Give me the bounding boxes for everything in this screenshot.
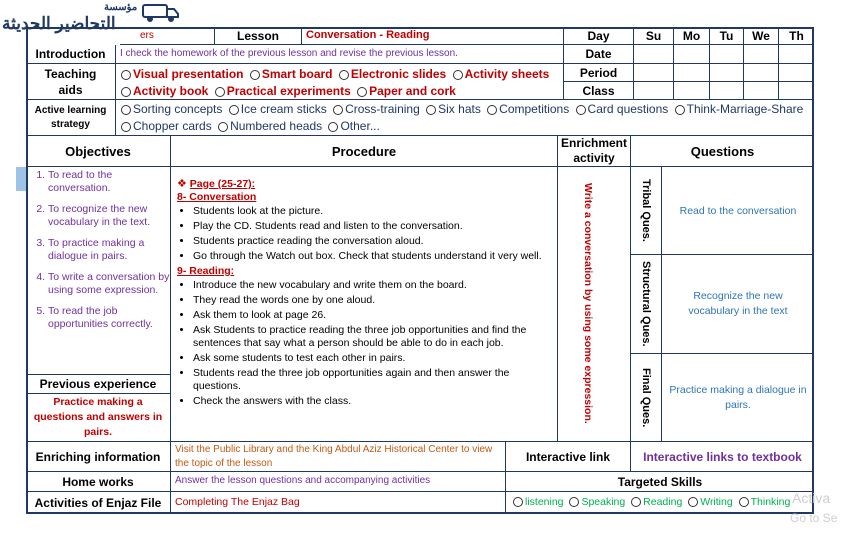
- day-su: Su: [634, 27, 674, 45]
- radio-icon[interactable]: [739, 497, 749, 507]
- radio-icon[interactable]: [121, 105, 131, 115]
- aid-item: Activity sheets: [464, 67, 550, 81]
- day-mo: Mo: [674, 27, 710, 45]
- truck-icon: [140, 2, 180, 24]
- activation-watermark-line1: Activa: [792, 490, 831, 506]
- lesson-value: Conversation - Reading: [302, 27, 564, 45]
- radio-icon[interactable]: [357, 87, 367, 97]
- day-label: Day: [564, 27, 634, 45]
- objectives-header: Objectives: [26, 136, 171, 167]
- question-text-final: Practice making a dialogue in pairs.: [662, 354, 814, 442]
- strategy-item: Chopper cards: [133, 119, 212, 133]
- radio-icon[interactable]: [569, 497, 579, 507]
- procedure-step: • They read the words one by one aloud.: [193, 294, 553, 307]
- logo-subtext: مؤسسة: [104, 2, 138, 13]
- lesson-label: Lesson: [215, 27, 302, 45]
- logo-text: التحاضير الحديثة: [2, 14, 116, 33]
- strategy-item: Card questions: [587, 102, 669, 116]
- aid-item: Paper and cork: [369, 84, 456, 98]
- objective-item: 5. To read the job opportunities correctly.: [48, 305, 170, 331]
- section-reading-title: 9- Reading:: [177, 265, 235, 277]
- objective-item: 4. To write a conversation by using some expression.: [48, 271, 170, 297]
- enrichment-cell: [558, 167, 631, 442]
- enrichment-header: Enrichment activity: [558, 136, 631, 167]
- skill-item: Reading: [643, 496, 683, 508]
- skill-item: Thinking: [750, 496, 791, 508]
- period-value: [744, 64, 779, 82]
- procedure-step: • Play the CD. Students read and listen to the conversation.: [193, 220, 553, 233]
- teaching-aids-list: [116, 64, 564, 100]
- procedure-step: • Ask them to look at page 26.: [193, 309, 553, 322]
- procedure-step: • Students practice reading the conversation aloud.: [193, 235, 553, 248]
- date-value: [710, 45, 744, 64]
- radio-icon[interactable]: [328, 122, 338, 132]
- strategy-item: Cross-training: [345, 102, 420, 116]
- class-value: [710, 82, 744, 100]
- date-label: Date: [564, 45, 634, 64]
- radio-icon[interactable]: [339, 70, 349, 80]
- procedure-step: • Introduce the new vocabulary and write them on the board.: [193, 279, 553, 292]
- class-value: [779, 82, 814, 100]
- aid-item: Practical experiments: [226, 84, 351, 98]
- teacher-cell: ers: [120, 27, 215, 45]
- radio-icon[interactable]: [121, 87, 131, 97]
- interactive-link[interactable]: Interactive links to textbook: [631, 442, 814, 472]
- activation-watermark-line2: Go to Se: [790, 511, 838, 525]
- procedure-step: • Ask some students to test each other in pairs.: [193, 352, 553, 365]
- class-label: Class: [564, 82, 634, 100]
- radio-icon[interactable]: [121, 70, 131, 80]
- diamond-icon: ❖: [177, 178, 187, 190]
- strategy-item: Competitions: [499, 102, 570, 116]
- radio-icon[interactable]: [576, 105, 586, 115]
- homework-label: Home works: [26, 472, 171, 492]
- enrichment-text: Write a conversation by using some expression.: [582, 183, 594, 424]
- day-tu: Tu: [710, 27, 744, 45]
- date-value: [634, 45, 674, 64]
- introduction-label: Introduction: [26, 45, 116, 64]
- radio-icon[interactable]: [426, 105, 436, 115]
- question-text-structural: Recognize the new vocabulary in the text: [662, 255, 814, 354]
- enjaz-text: Completing The Enjaz Bag: [171, 492, 506, 514]
- day-th: Th: [779, 27, 814, 45]
- targeted-skills-list: [506, 492, 814, 514]
- objectives-list: [26, 167, 171, 375]
- section-conversation-title: 8- Conversation: [177, 191, 257, 203]
- strategy-item: Six hats: [438, 102, 481, 116]
- question-text-tribal: Read to the conversation: [662, 167, 814, 255]
- radio-icon[interactable]: [229, 105, 239, 115]
- strategy-item: Sorting concepts: [133, 102, 223, 116]
- procedure-body: [171, 167, 558, 442]
- period-value: [710, 64, 744, 82]
- procedure-step: • Students read the three job opportunities again and then answer the questions.: [193, 367, 553, 393]
- targeted-skills-label: Targeted Skills: [506, 472, 814, 492]
- strategy-label: Active learning strategy: [26, 100, 116, 136]
- previous-experience-text: Practice making a questions and answers in pairs.: [26, 394, 171, 442]
- period-label: Period: [564, 64, 634, 82]
- strategy-item: Numbered heads: [230, 119, 323, 133]
- strategy-item: Think-Marriage-Share: [686, 102, 804, 116]
- aid-item: Electronic slides: [350, 67, 447, 81]
- skill-item: listening: [525, 496, 564, 508]
- enjaz-label: Activities of Enjaz File: [26, 492, 171, 514]
- procedure-step: • Students look at the picture.: [193, 205, 553, 218]
- procedure-step: • Go through the Watch out box. Check that students understand it very well.: [193, 250, 553, 263]
- class-value: [744, 82, 779, 100]
- period-value: [779, 64, 814, 82]
- skill-item: Writing: [700, 496, 733, 508]
- strategy-list: [116, 100, 814, 136]
- procedure-step: • Check the answers with the class.: [193, 395, 553, 408]
- class-value: [674, 82, 710, 100]
- radio-icon[interactable]: [688, 497, 698, 507]
- procedure-step: • Ask Students to practice reading the three job opportunities and find the sentences that say what a person should be able to do in each job.: [193, 324, 553, 350]
- aid-item: Smart board: [261, 67, 333, 81]
- radio-icon[interactable]: [675, 105, 685, 115]
- radio-icon[interactable]: [513, 497, 523, 507]
- procedure-page: ❖ Page (25-27):: [177, 178, 256, 190]
- radio-icon[interactable]: [333, 105, 343, 115]
- radio-icon[interactable]: [453, 70, 463, 80]
- strategy-item: Other...: [340, 119, 380, 133]
- previous-experience-label: Previous experience: [26, 375, 171, 394]
- homework-text: Answer the lesson questions and accompanying activities: [171, 472, 506, 492]
- enriching-text: Visit the Public Library and the King Abdul Aziz Historical Center to view the topic of the lesson: [171, 442, 506, 472]
- question-type-structural: Structural Ques.: [631, 255, 662, 354]
- date-value: [674, 45, 710, 64]
- date-value: [744, 45, 779, 64]
- question-type-final: Final Ques.: [631, 354, 662, 442]
- objective-item: 1. To read to the conversation.: [48, 169, 170, 195]
- objective-item: 3. To practice making a dialogue in pairs.: [48, 237, 170, 263]
- day-we: We: [744, 27, 779, 45]
- radio-icon[interactable]: [121, 122, 131, 132]
- questions-header: Questions: [631, 136, 814, 167]
- procedure-header: Procedure: [171, 136, 558, 167]
- aid-item: Activity book: [133, 84, 209, 98]
- strategy-item: Ice cream sticks: [240, 102, 327, 116]
- radio-icon[interactable]: [487, 105, 497, 115]
- date-value: [779, 45, 814, 64]
- skill-item: Speaking: [581, 496, 626, 508]
- objective-item: 2. To recognize the new vocabulary in the text.: [48, 203, 170, 229]
- radio-icon[interactable]: [250, 70, 260, 80]
- radio-icon[interactable]: [218, 122, 228, 132]
- class-value: [634, 82, 674, 100]
- selection-marker: [16, 167, 26, 191]
- period-value: [634, 64, 674, 82]
- aid-item: Visual presentation: [133, 67, 244, 81]
- enriching-label: Enriching information: [26, 442, 171, 472]
- introduction-text: I check the homework of the previous lesson and revise the previous lesson.: [116, 45, 564, 64]
- radio-icon[interactable]: [215, 87, 225, 97]
- interactive-label: Interactive link: [506, 442, 631, 472]
- teaching-aids-label: Teaching aids: [26, 64, 116, 100]
- question-type-tribal: Tribal Ques.: [631, 167, 662, 255]
- period-value: [674, 64, 710, 82]
- radio-icon[interactable]: [631, 497, 641, 507]
